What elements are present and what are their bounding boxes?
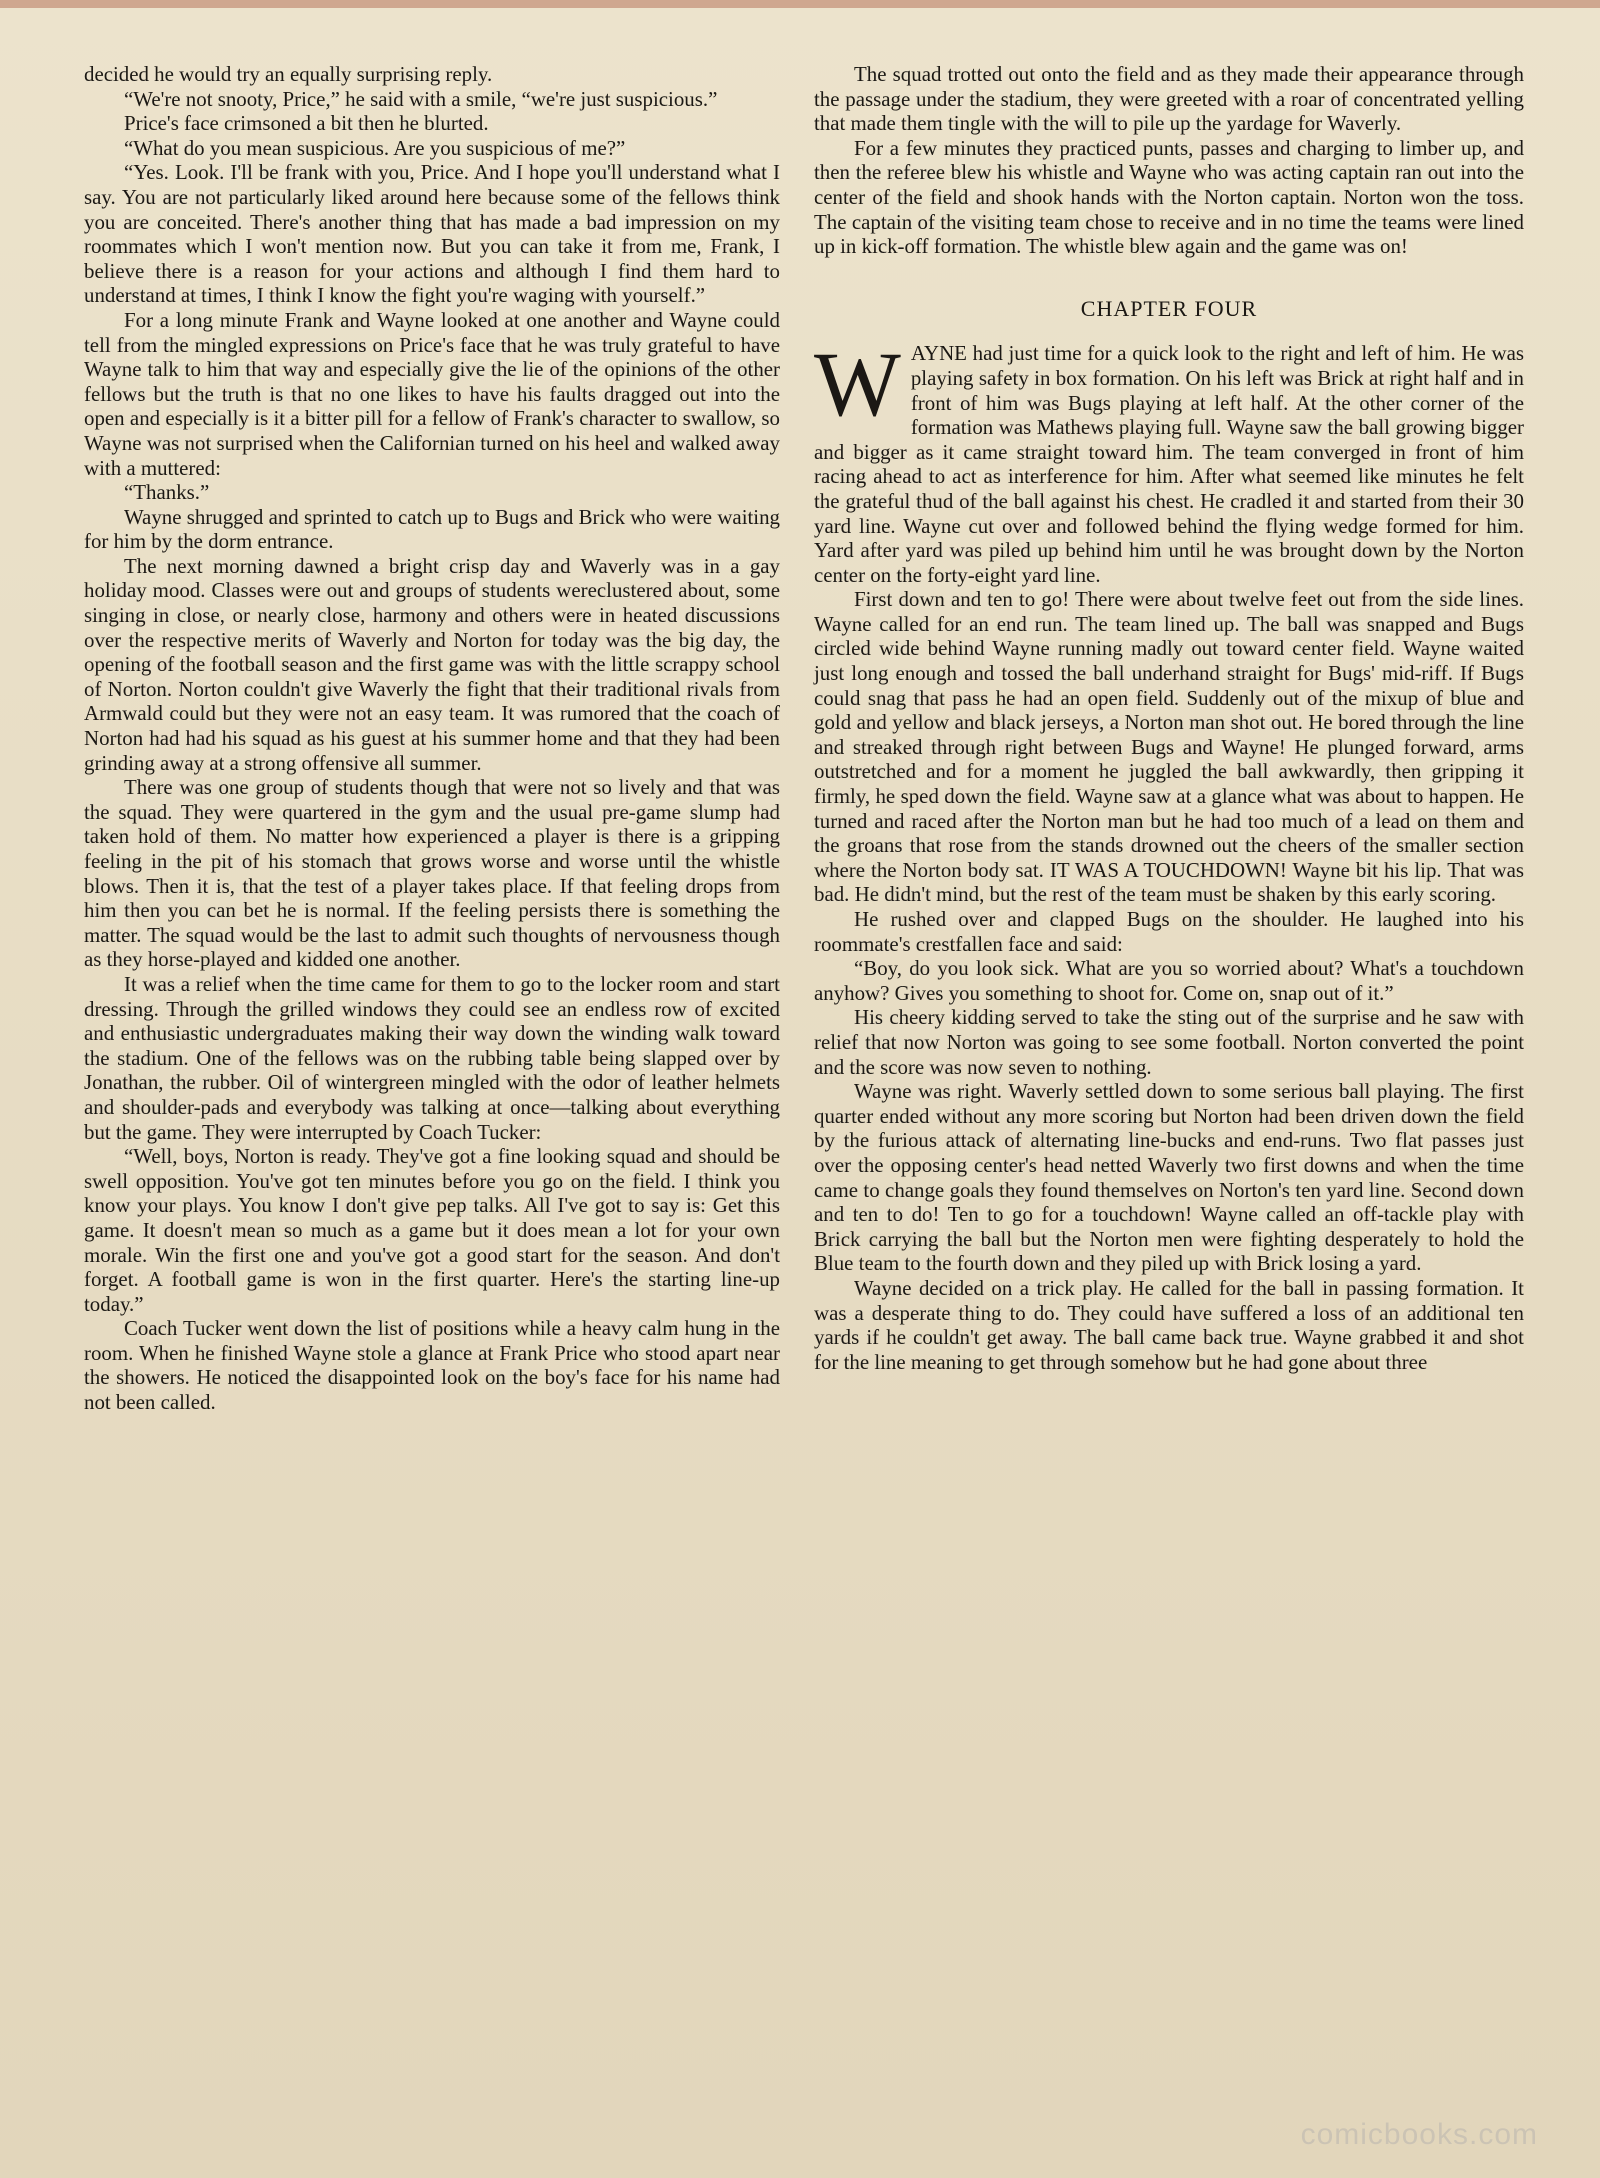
paragraph: It was a relief when the time came for them to go to the locker room and start dressing. Through the grilled windows they could see an endless row of excited and enthusiastic undergraduates making their way down the winding walk toward the stadium. One of the fellows was on the rubbing table being slapped over by Jonathan, the rubber. Oil of wintergreen mingled with the odor of leather helmets and shoulder-pads and everybody was talking at once—talking about everything but the game. They were interrupted by Coach Tucker: <box>84 971 780 1144</box>
page-top-edge <box>0 0 1600 8</box>
chapter-heading: CHAPTER FOUR <box>1080 295 1258 321</box>
paragraph: For a few minutes they practiced punts, passes and charging to limber up, and then the referee blew his whistle and Wayne who was acting captain ran out into the center of the field and shook hands with the Norton captain. Norton won the toss. The captain of the visiting team chose to receive and in no time the teams were lined up in kick-off formation. The whistle blew again and the game was on! <box>814 135 1524 259</box>
paragraph: “Well, boys, Norton is ready. They've got a fine looking squad and should be swell opposition. You've got ten minutes before you go on the field. I think you know your plays. You know I don't give pep talks. All I've got to say is: Get this game. It doesn't mean so much as a game but it does mean a lot for your own morale. Win the first one and you've got a good start for the season. And don't forget. A football game is won in the first quarter. Here's the starting line-up today.” <box>84 1144 780 1316</box>
paragraph: Price's face crimsoned a bit then he blurted. <box>124 111 489 136</box>
site-watermark: comicbooks.com <box>1300 2118 1538 2151</box>
paragraph: decided he would try an equally surprising reply. <box>84 62 493 86</box>
paragraph: “Thanks.” <box>124 480 210 505</box>
right-text-column <box>814 62 1524 2122</box>
chapter-opening-text: AYNE had just time for a quick look to the right and left of him. He was playing safety in box formation. On his left was Brick at right half and in front of him was Bugs playing at left half. At the other corner of the formation was Mathews playing full. Wayne saw the ball growing bigger and bigger as it came straight toward him. The team converged in front of him racing ahead to act as interference for him. After what seemed like minutes he felt the grateful thud of the ball against his chest. He cradled it and started from their 30 yard line. Wayne cut over and followed behind the flying wedge formed for him. Yard after yard was piled up behind him until he was brought down by the Norton center on the forty-eight yard line. <box>814 341 1524 587</box>
right-column-continuation <box>814 587 1524 1374</box>
paragraph: There was one group of students though that were not so lively and that was the squad. They were quartered in the gym and the usual pre-game slump had taken hold of them. No matter how experienced a player is there is a gripping feeling in the pit of his stomach that grows worse and worse until the whistle blows. Then it is, that the test of a player takes place. If that feeling drops from him then you can bet he is normal. If the feeling persists there is something the matter. The squad would be the last to admit such thoughts of nervousness though as they horse-played and kidded one another. <box>84 775 780 972</box>
left-text-column <box>84 62 780 2122</box>
paragraph: For a long minute Frank and Wayne looked at one another and Wayne could tell from the mingled expressions on Price's face that he was truly grateful to have Wayne talk to him that way and especially give the lie of the opinions of the other fellows but the truth is that no one likes to have his faults dragged out into the open and especially is it a bitter pill for a fellow of Frank's character to swallow, so Wayne was not surprised when the Californian turned on his heel and walked away with a muttered: <box>84 307 780 480</box>
paragraph: Coach Tucker went down the list of positions while a heavy calm hung in the room. When he finished Wayne stole a glance at Frank Price who stood apart near the showers. He noticed the disappointed look on the boy's face for his name had not been called. <box>84 1316 780 1415</box>
paragraph: “What do you mean suspicious. Are you suspicious of me?” <box>124 135 626 160</box>
paragraph: His cheery kidding served to take the sting out of the surprise and he saw with relief that now Norton was going to see some football. Norton converted the point and the score was now seven to nothing. <box>814 1005 1524 1079</box>
right-column-opening-paragraphs <box>814 62 1524 259</box>
paragraph: “Boy, do you look sick. What are you so worried about? What's a touchdown anyhow? Gives you something to shoot for. Come on, snap out of it.” <box>814 956 1524 1005</box>
paragraph: He rushed over and clapped Bugs on the shoulder. He laughed into his roommate's crestfallen face and said: <box>814 907 1524 956</box>
paragraph: “Yes. Look. I'll be frank with you, Price. And I hope you'll understand what I say. You are not particularly liked around here because some of the fellows think you are conceited. There's another thing that has made a bad impression on my roommates which I won't mention now. But you can take it from me, Frank, I believe there is a reason for your actions and although I find them hard to understand at times, I think I know the fight you're waging with yourself.” <box>84 160 780 308</box>
paragraph: The next morning dawned a bright crisp day and Waverly was in a gay holiday mood. Classes were out and groups of students wereclustered about, some singing in close, or nearly close, harmony and others were in heated discussions over the respective merits of Waverly and Norton for today was the big day, the opening of the football season and the first game was with the little scrappy school of Norton. Norton couldn't give Waverly the fight that their traditional rivals from Armwald could but they were not an easy team. It was rumored that the coach of Norton had had his squad as his guest at his summer home and that they had been grinding away at a strong offensive all summer. <box>84 553 780 775</box>
paragraph: First down and ten to go! There were about twelve feet out from the side lines. Wayne called for an end run. The team lined up. The ball was snapped and Bugs circled wide behind Wayne running madly out toward center field. Wayne waited just long enough and tossed the ball underhand straight for Bugs' mid-riff. If Bugs could snag that pass he had an open field. Suddenly out of the mixup of blue and gold and yellow and black jerseys, a Norton man shot out. He bored through the line and streaked through right between Bugs and Wayne! He plunged forward, arms outstretched and for a moment he juggled the ball awkwardly, then gripping it firmly, he sped down the field. Wayne saw at a glance what was about to happen. He turned and raced after the Norton man but he had too much of a lead on them and the groans that rose from the stands drowned out the cheers of the smaller section where the Norton body sat. IT WAS A TOUCHDOWN! Wayne bit his lip. That was bad. He didn't mind, but the rest of the team must be shaken by this early scoring. <box>814 587 1524 907</box>
paragraph: The squad trotted out onto the field and as they made their appearance through the passage under the stadium, they were greeted with a roar of concentrated yelling that made them tingle with the will to pile up the yardage for Waverly. <box>814 62 1524 136</box>
paragraph: Wayne was right. Waverly settled down to some serious ball playing. The first quarter ended without any more scoring but Norton had been driven down the field by the furious attack of alternating line-bucks and end-runs. Two flat passes just over the opposing center's head netted Waverly two first downs and when the time came to change goals they found themselves on Norton's ten yard line. Second down and ten to do! Ten to go for a touchdown! Wayne called an off-tackle play with Brick carrying the ball but the Norton men were fighting desperately to hold the Blue team to the fourth down and they piled up with Brick losing a yard. <box>814 1079 1524 1276</box>
chapter-opening-paragraph <box>814 333 1524 587</box>
paragraph: Wayne shrugged and sprinted to catch up to Bugs and Brick who were waiting for him by the dorm entrance. <box>84 504 780 554</box>
drop-cap-letter: W <box>814 333 901 436</box>
paragraph: “We're not snooty, Price,” he said with a smile, “we're just suspicious.” <box>124 86 718 111</box>
paragraph: Wayne decided on a trick play. He called for the ball in passing formation. It was a desperate thing to do. They could have suffered a loss of an additional ten yards if he couldn't get away. The ball came back true. Wayne grabbed it and shot for the line meaning to get through somehow but he had gone about three <box>814 1275 1524 1374</box>
